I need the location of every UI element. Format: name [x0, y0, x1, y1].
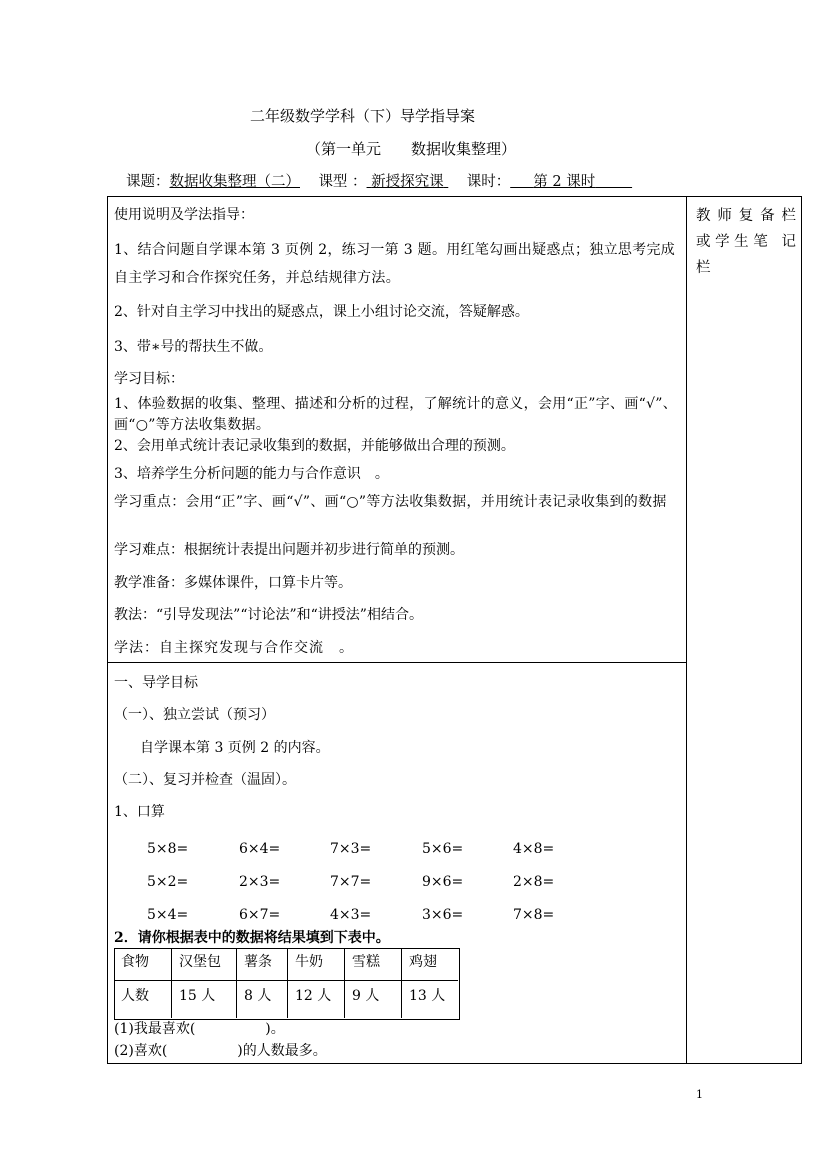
table-data-cell: 15 人 — [179, 988, 216, 1004]
question-2: (2)喜欢( )的人数最多。 — [114, 1043, 327, 1059]
oral-item: 4×3= — [330, 907, 372, 923]
guide-part-2: （二）、复习并检查（温固）。 — [114, 772, 296, 788]
guide-heading: 一、导学目标 — [114, 675, 198, 691]
teacher-notes-column — [696, 203, 796, 281]
page-number: 1 — [696, 1088, 703, 1101]
table-data-cell: 人数 — [121, 988, 149, 1004]
oral-item: 9×6= — [422, 874, 464, 890]
oral-item: 5×8= — [147, 841, 189, 857]
column-divider — [686, 197, 687, 1063]
oral-item: 7×8= — [513, 907, 555, 923]
instruction-item-2: 2、针对自主学习中找出的疑惑点，课上小组讨论交流，答疑解惑。 — [114, 304, 529, 320]
side-line-1: 教师复备栏 — [696, 208, 796, 224]
oral-item: 7×3= — [330, 841, 372, 857]
period-value: 第 2 课时 — [533, 174, 596, 190]
page-title: 二年级数学学科（下）导学指导案 — [250, 107, 476, 125]
side-line-3: 栏 — [696, 260, 711, 276]
table-data-cell: 8 人 — [244, 988, 272, 1004]
page-subtitle: （第一单元 数据收集整理） — [306, 140, 517, 158]
objectives-heading: 学习目标： — [114, 371, 184, 387]
table-header-cell: 鸡翅 — [409, 954, 437, 970]
table-header-cell: 雪糕 — [352, 954, 380, 970]
oral-item: 4×8= — [513, 841, 555, 857]
guide-part-1-text: 自学课本第 3 页例 2 的内容。 — [140, 740, 330, 756]
learning-method: 学法：自主探究发现与合作交流 。 — [114, 640, 354, 656]
lesson-label: 课题： — [126, 174, 170, 190]
difficulty: 学习难点：根据统计表提出问题并初步进行简单的预测。 — [114, 542, 464, 558]
oral-item: 5×4= — [147, 907, 189, 923]
oral-item: 6×7= — [239, 907, 281, 923]
table-data-cell: 9 人 — [352, 988, 380, 1004]
oral-item: 7×7= — [330, 874, 372, 890]
preparation: 教学准备：多媒体课件，口算卡片等。 — [114, 575, 352, 591]
row-divider — [108, 662, 686, 663]
period-label: 课时： — [466, 174, 511, 190]
lesson-info-line — [126, 173, 632, 191]
instruction-item-1: 1、结合问题自学课本第 3 页例 2，练习一第 3 题。用红笔勾画出疑惑点；独立思考完成自主学习和合作探究任务，并总结规律方法。 — [114, 242, 676, 286]
table-header-cell: 食物 — [121, 954, 149, 970]
teaching-method: 教法：“引导发现法”“讨论法”和“讲授法”相结合。 — [114, 607, 423, 623]
objective-item-2: 2、会用单式统计表记录收集到的数据，并能够做出合理的预测。 — [114, 438, 515, 454]
oral-item: 5×6= — [422, 841, 464, 857]
food-table-col-line — [401, 949, 402, 1018]
type-label: 课型 ： — [318, 174, 367, 190]
objective-item-3: 3、培养学生分析问题的能力与合作意识 。 — [114, 466, 389, 482]
oral-item: 2×3= — [239, 874, 281, 890]
table-data-cell: 12 人 — [295, 988, 332, 1004]
instruction-item-3: 3、带∗号的帮扶生不做。 — [114, 339, 273, 355]
oral-heading: 1、口算 — [114, 804, 165, 820]
instructions-heading: 使用说明及学法指导： — [114, 207, 254, 223]
food-table-col-line — [171, 949, 172, 1018]
table-instruction: 2．请你根据表中的数据将结果填到下表中。 — [114, 930, 390, 946]
table-header-cell: 汉堡包 — [179, 954, 221, 970]
oral-item: 5×2= — [147, 874, 189, 890]
oral-item: 6×4= — [239, 841, 281, 857]
food-table-col-line — [344, 949, 345, 1018]
food-table-col-line — [287, 949, 288, 1018]
guide-part-1: （一）、独立尝试（预习） — [114, 707, 275, 723]
objective-item-1: 1、体验数据的收集、整理、描述和分析的过程，了解统计的意义，会用“正”字、画“√”、画“○”等方法收集数据。 — [114, 396, 678, 433]
type-value: 新授探究课 — [371, 174, 444, 190]
oral-item: 2×8= — [513, 874, 555, 890]
question-1: (1)我最喜欢( )。 — [114, 1021, 285, 1037]
oral-item: 3×6= — [422, 907, 464, 923]
key-point: 学习重点：会用“正”字、画“√”、画“○”等方法收集数据，并用统计表记录收集到的数据 — [114, 494, 667, 510]
table-header-cell: 薯条 — [244, 954, 272, 970]
lesson-topic: 数据收集整理（二） — [169, 174, 300, 190]
food-table-col-line — [236, 949, 237, 1018]
table-data-cell: 13 人 — [409, 988, 446, 1004]
table-header-cell: 牛奶 — [295, 954, 323, 970]
side-line-2: 或学生笔 记 — [696, 234, 796, 250]
